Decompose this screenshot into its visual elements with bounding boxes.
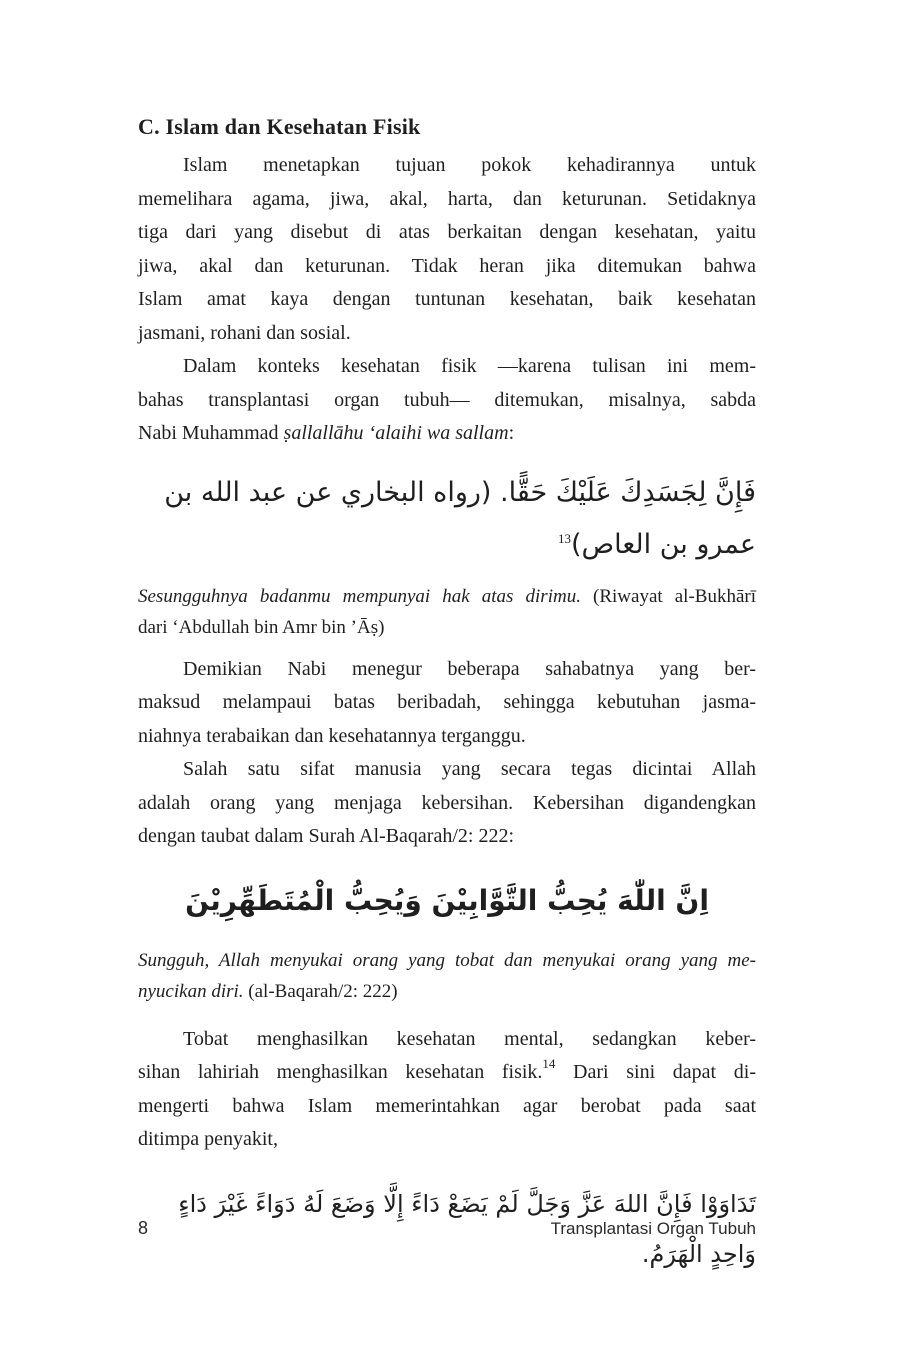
text-line: niahnya terabaikan dan kesehatannya terganggu. bbox=[138, 724, 526, 747]
page-number: 8 bbox=[138, 1218, 149, 1238]
running-title: Transplantasi Organ Tubuh bbox=[550, 1219, 756, 1238]
page-footer bbox=[138, 1218, 756, 1239]
section-heading: C. Islam dan Kesehatan Fisik bbox=[138, 114, 421, 139]
translation-hadith bbox=[138, 581, 756, 643]
text-line: jiwa, akal dan keturunan. Tidak heran jika ditemukan bahwa bbox=[138, 254, 756, 277]
text-line bbox=[138, 581, 756, 612]
text-line bbox=[138, 945, 756, 976]
text-line: jasmani, rohani dan sosial. bbox=[138, 321, 351, 344]
text-line: bahas transplantasi organ tubuh— ditemukan, misalnya, sabda bbox=[138, 388, 756, 411]
paragraph-konteks bbox=[138, 350, 756, 451]
text-run: : bbox=[508, 422, 515, 444]
text-line: tiga dari yang disebut di atas berkaitan dengan kesehatan, yaitu bbox=[138, 221, 756, 243]
footnote-ref-14: 14 bbox=[542, 1056, 556, 1071]
paragraph-tobat bbox=[138, 1023, 756, 1157]
text-line: dengan taubat dalam Surah Al-Baqarah/2: 222: bbox=[138, 825, 515, 847]
text-run: Nabi Muhammad bbox=[138, 422, 284, 444]
text-run: Dari sini dapat di- bbox=[555, 1061, 756, 1083]
text-line bbox=[138, 1056, 756, 1090]
source-citation: (Riwayat al-Bukhārī bbox=[580, 585, 756, 607]
text-line: Salah satu sifat manusia yang secara tegas dicintai Allah bbox=[183, 758, 756, 780]
honorific-italic: ṣallallāhu ‘alaihi wa sallam bbox=[283, 422, 509, 444]
text-line: memelihara agama, jiwa, akal, harta, dan keturunan. Setidaknya bbox=[138, 187, 756, 210]
text-line: Demikian Nabi menegur beberapa sahabatnya yang ber- bbox=[183, 657, 756, 680]
paragraph-kebersihan bbox=[138, 753, 756, 854]
text-run: sihan lahiriah menghasilkan kesehatan fisik. bbox=[138, 1061, 543, 1083]
text-line: Dalam konteks kesehatan fisik —karena tulisan ini mem- bbox=[183, 355, 756, 377]
quran-verse-arabic: اِنَّ اللّٰهَ يُحِبُّ التَّوَّابِيْنَ وَيُحِبُّ الْمُتَطَهِّرِيْنَ bbox=[185, 883, 709, 917]
translation-italic: Sesungguhnya badanmu mempunyai hak atas dirimu. bbox=[138, 585, 581, 607]
hadith-arabic-bukhari bbox=[138, 467, 756, 571]
text-line: Islam amat kaya dengan tuntunan kesehatan, baik kesehatan bbox=[138, 288, 756, 310]
text-line: Tobat menghasilkan kesehatan mental, sedangkan keber- bbox=[183, 1027, 756, 1050]
paragraph-demikian bbox=[138, 653, 756, 754]
page-content bbox=[138, 113, 756, 1279]
text-line: mengerti bahwa Islam memerintahkan agar berobat pada saat bbox=[138, 1094, 756, 1117]
translation-italic: Sungguh, Allah menyukai orang yang tobat dan menyukai orang yang me- bbox=[138, 949, 756, 971]
text-line bbox=[138, 417, 756, 451]
translation-quran bbox=[138, 945, 756, 1007]
text-line: ditimpa penyakit, bbox=[138, 1128, 278, 1150]
text-line: Islam menetapkan tujuan pokok kehadirannya untuk bbox=[183, 154, 756, 176]
paragraph-intro bbox=[138, 149, 756, 350]
text-line: maksud melampaui batas beribadah, sehingga kebutuhan jasma- bbox=[138, 691, 756, 713]
text-line: adalah orang yang menjaga kebersihan. Kebersihan digandengkan bbox=[138, 791, 756, 814]
text-line bbox=[138, 976, 756, 1007]
text-line: dari ‘Abdullah bin Amr bin ’Āṣ) bbox=[138, 616, 385, 638]
source-citation: (al-Baqarah/2: 222) bbox=[243, 980, 398, 1002]
translation-italic: nyucikan diri. bbox=[138, 980, 244, 1002]
hadith-text: فَإِنَّ لِجَسَدِكَ عَلَيْكَ حَقًّا. (رواه البخاري عن عبد الله بن عمرو بن العاص) bbox=[164, 476, 756, 560]
hadith-arabic-tadawau: تَدَاوَوْا فَإِنَّ اللهَ عَزَّ وَجَلَّ لَمْ يَضَعْ دَاءً إِلَّا وَضَعَ لَهُ دَوَاءً غَيْرَ دَاءٍ وَاحِدٍ الْهَرَمُ. bbox=[178, 1189, 756, 1268]
footnote-ref-13: 13 bbox=[557, 530, 571, 546]
